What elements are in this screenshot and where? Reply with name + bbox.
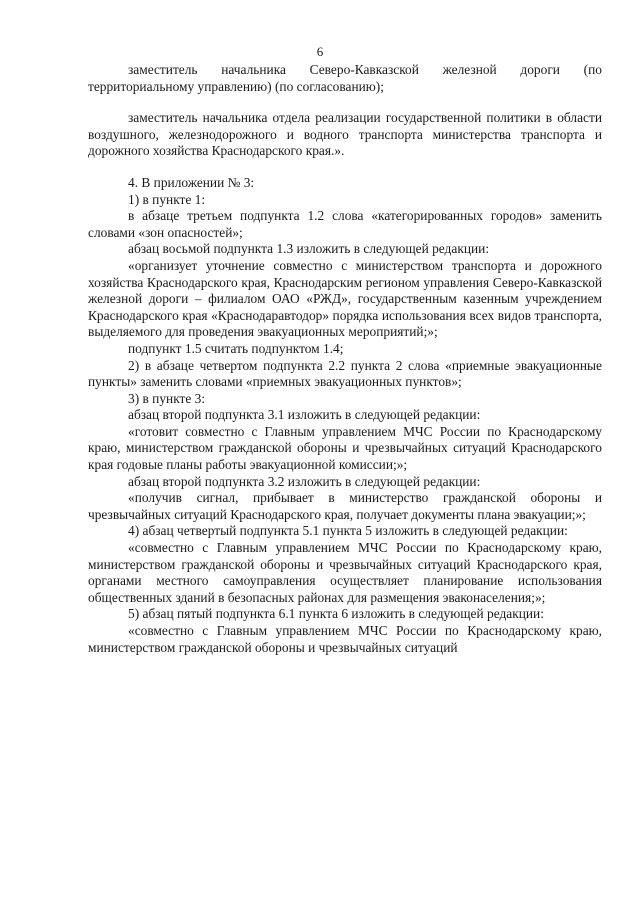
paragraph: в абзаце третьем подпункта 1.2 слова «категорированных городов» заменить словами «зон опасностей»; [88,208,602,240]
paragraph: 3) в пункте 3: [128,390,206,406]
paragraph: заместитель начальника отдела реализации государственной политики в области воздушного, железнодорожного и водного транспорта министерства транспорта и дорожного хозяйства Краснодарского края.». [88,110,602,159]
document-body [88,62,602,656]
paragraph: «организует уточнение совместно с министерством транспорта и дорожного хозяйства Краснодарского края, Краснодарским регионом управления Северо-Кавказской железной дороги – филиалом ОАО «РЖД», государственным казенным учреждением Краснодарского края «Краснодаравтодор» порядка использования всех видов транспорта, выделяемого для проведения эвакуационных мероприятий;»; [88,257,602,340]
paragraph: 4) абзац четвертый подпункта 5.1 пункта 5 изложить в следующей редакции: [128,523,568,539]
paragraph: заместитель начальника Северо-Кавказской железной дороги (по территориальному управлению) (по согласованию); [88,62,602,94]
paragraph: подпункт 1.5 считать подпунктом 1.4; [128,340,344,356]
paragraph: «получив сигнал, прибывает в министерство гражданской обороны и чрезвычайных ситуаций Краснодарского края, получает документы плана эвакуации;»; [88,490,602,522]
paragraph: «совместно с Главным управлением МЧС России по Краснодарскому краю, министерством гражданской обороны и чрезвычайных ситуаций [88,623,602,655]
paragraph: абзац второй подпункта 3.1 изложить в следующей редакции: [128,407,481,423]
paragraph: 5) абзац пятый подпункта 6.1 пункта 6 изложить в следующей редакции: [128,606,544,622]
paragraph: абзац второй подпункта 3.2 изложить в следующей редакции: [128,473,481,489]
paragraph: абзац восьмой подпункта 1.3 изложить в следующей редакции: [128,241,490,257]
page-number: 6 [316,44,324,59]
paragraph: «совместно с Главным управлением МЧС России по Краснодарскому краю, министерством гражданской обороны и чрезвычайных ситуаций Краснодарского края, органами местного самоуправления осуществляет планирование использования общественных зданий в безопасных районах для размещения эваконаселения;»; [88,540,602,605]
section-heading: 4. В приложении № 3: [128,174,255,190]
paragraph: 2) в абзаце четвертом подпункта 2.2 пункта 2 слова «приемные эвакуационные пункты» заменить словами «приемных эвакуационных пунктов»; [88,357,602,390]
paragraph: 1) в пункте 1: [128,191,206,207]
paragraph: «готовит совместно с Главным управлением МЧС России по Краснодарскому краю, министерством гражданской обороны и чрезвычайных ситуаций Краснодарского края годовые планы работы эвакуационной комиссии;»; [88,423,602,473]
